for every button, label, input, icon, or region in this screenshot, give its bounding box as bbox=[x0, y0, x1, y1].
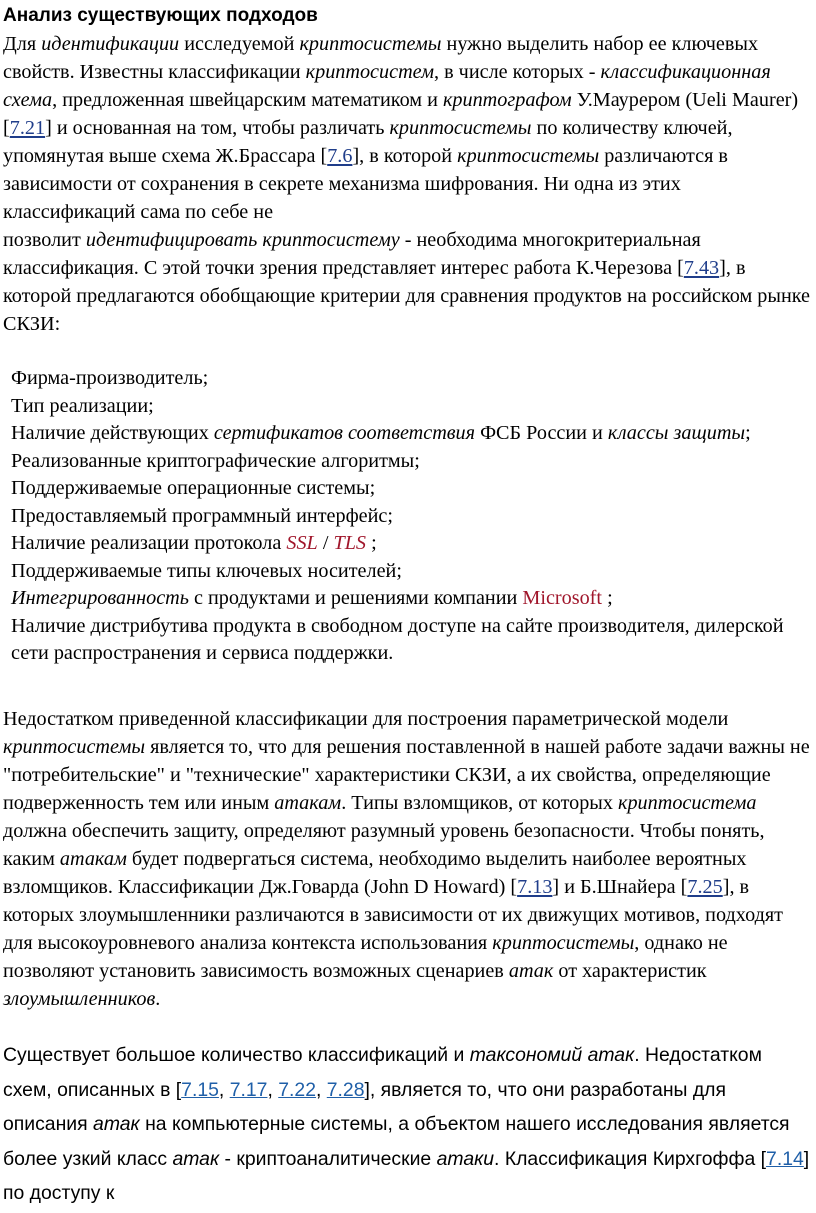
list-item bbox=[11, 613, 811, 668]
text: - криптоаналитические bbox=[219, 1147, 437, 1170]
text: Наличие действующих bbox=[11, 422, 214, 444]
term: сертификатов соответствия bbox=[213, 422, 476, 444]
reference-link-7-28[interactable]: 7.28 bbox=[326, 1078, 365, 1101]
text: различаются в зависимости от сохранения в секрете механизма шифрования. Ни одна из этих классификаций сама по себе не bbox=[3, 145, 728, 223]
section-heading: Анализ существующих подходов bbox=[3, 5, 318, 26]
list-item bbox=[11, 530, 811, 558]
text: Реализованные криптографические алгоритмы; bbox=[11, 449, 420, 472]
term-microsoft: Microsoft bbox=[522, 587, 603, 609]
term: идентификации bbox=[41, 33, 180, 55]
text: должна обеспечить защиту, определяют разумный уровень безопасности. Чтобы понять, bbox=[3, 820, 765, 842]
text: Для bbox=[3, 33, 42, 55]
text: исследуемой bbox=[179, 33, 300, 55]
text: ], является то, что они разработаны для описания bbox=[3, 1078, 726, 1135]
term: классификационная схема bbox=[3, 61, 771, 111]
text: Недостатком приведенной классификации для построения параметрической модели bbox=[3, 708, 729, 730]
term: атакам bbox=[59, 848, 127, 870]
term: таксономий атак bbox=[469, 1044, 635, 1066]
separator: , bbox=[218, 1078, 230, 1101]
text: ] и Б.Шнайера [ bbox=[552, 876, 688, 898]
list-item bbox=[11, 420, 811, 448]
text: Предоставляемый программный интерфейс; bbox=[11, 504, 393, 527]
reference-link-7-6[interactable]: 7.6 bbox=[327, 145, 353, 167]
text: ФСБ России и bbox=[475, 422, 608, 444]
term: атаки bbox=[436, 1147, 495, 1170]
text: Наличие реализации протокола bbox=[11, 532, 287, 554]
term: атак bbox=[172, 1147, 220, 1170]
text: ; bbox=[366, 532, 377, 554]
term: криптосистемы bbox=[492, 932, 635, 954]
reference-link-7-22[interactable]: 7.22 bbox=[278, 1078, 316, 1101]
term: криптосистемы bbox=[299, 33, 442, 55]
list-item bbox=[11, 503, 811, 531]
term-tls: TLS bbox=[333, 532, 367, 554]
term: криптосистемы bbox=[3, 736, 146, 758]
list-item bbox=[11, 393, 811, 421]
text: ] и основанная на том, чтобы различать bbox=[45, 117, 390, 139]
text: по количеству ключей, упомянутая выше схема Ж.Брассара [ bbox=[3, 117, 733, 167]
list-item bbox=[11, 448, 811, 476]
term-ssl: SSL bbox=[286, 532, 318, 554]
separator: , bbox=[267, 1078, 279, 1101]
text: ], в которой предлагаются обобщающие критерии для сравнения продуктов на российском рынке СКЗИ: bbox=[3, 257, 811, 335]
term: криптосистемы bbox=[389, 117, 532, 139]
list-item bbox=[11, 585, 811, 613]
text: Фирма-производитель; bbox=[11, 367, 209, 389]
reference-link-7-17[interactable]: 7.17 bbox=[229, 1078, 268, 1101]
term: атакам bbox=[274, 792, 342, 814]
separator: , bbox=[315, 1078, 327, 1101]
text: ], в которой bbox=[352, 145, 458, 167]
term: криптографом bbox=[442, 89, 572, 111]
text: ; bbox=[602, 587, 613, 609]
text: будет подвергаться система, необходимо выделить наиболее вероятных взломщиков. Классификации Дж.Говарда (John D Howard) [ bbox=[3, 848, 747, 898]
text: является то, что для решения поставленной в нашей работе задачи важны не "потребительские" и "технические" характеристики СКЗИ, а их свойства, определяющие подверженность тем или иным bbox=[3, 736, 810, 814]
term: Интегрированность bbox=[11, 587, 189, 609]
text: Тип реализации; bbox=[11, 394, 154, 417]
text: , однако не позволяют установить зависимость возможных сценариев bbox=[3, 932, 728, 982]
text: на компьютерные системы, а объектом нашего исследования является более узкий класс bbox=[3, 1113, 790, 1170]
list-item bbox=[11, 558, 811, 586]
paragraph-intro bbox=[3, 30, 811, 338]
text: , в числе которых - bbox=[434, 61, 601, 83]
term: злоумышленников bbox=[3, 988, 156, 1010]
reference-link-7-21[interactable]: 7.21 bbox=[9, 117, 46, 139]
text: ] по доступу к bbox=[3, 1147, 810, 1204]
text: Наличие дистрибутива продукта в свободном доступе на сайте производителя, дилерской сети распространения и сервиса поддержки. bbox=[11, 614, 784, 664]
text: ; bbox=[745, 422, 751, 444]
term: атак bbox=[508, 960, 554, 982]
text: с продуктами и решениями компании bbox=[188, 587, 523, 609]
text: каким bbox=[3, 848, 60, 870]
reference-link-7-25[interactable]: 7.25 bbox=[687, 876, 723, 898]
list-item bbox=[11, 475, 811, 503]
text: Поддерживаемые типы ключевых носителей; bbox=[11, 559, 402, 582]
term: атак bbox=[93, 1113, 140, 1135]
text: от характеристик bbox=[553, 960, 707, 982]
term: криптосистемы bbox=[457, 145, 600, 167]
paragraph-taxonomies bbox=[3, 1038, 811, 1211]
term: криптосистем bbox=[305, 61, 434, 83]
criteria-list bbox=[11, 365, 811, 668]
term: криптосистема bbox=[618, 792, 757, 814]
text: . bbox=[155, 988, 161, 1010]
text: У.Маурером (Ueli Maurer) [ bbox=[3, 89, 799, 139]
text: . Типы взломщиков, от которых bbox=[341, 792, 619, 814]
reference-link-7-15[interactable]: 7.15 bbox=[181, 1078, 219, 1101]
reference-link-7-43[interactable]: 7.43 bbox=[683, 257, 720, 279]
reference-link-7-14[interactable]: 7.14 bbox=[766, 1147, 804, 1170]
term: классы защиты bbox=[607, 422, 746, 444]
text: нужно выделить набор ее ключевых свойств. Известны классификации bbox=[3, 33, 759, 83]
paragraph-criticism bbox=[3, 705, 811, 1013]
text: . Классификация Кирхгоффа [ bbox=[494, 1147, 767, 1170]
text: ], в которых злоумышленники различаются в зависимости от их движущих мотивов, подходят для высокоуровневого анализа контекста использования bbox=[3, 876, 783, 954]
text: - необходима многокритериальная классификация. С этой точки зрения представляет интерес работа К.Черезова [ bbox=[3, 229, 701, 279]
text: , предложенная швейцарским математиком и bbox=[52, 89, 443, 111]
text: . Недостатком схем, описанных в [ bbox=[3, 1044, 762, 1101]
list-item bbox=[11, 365, 811, 393]
text: позволит bbox=[3, 229, 86, 251]
text: Поддерживаемые операционные системы; bbox=[11, 477, 376, 499]
text: / bbox=[317, 532, 334, 554]
term: идентифицировать криптосистему bbox=[85, 229, 400, 251]
text: Существует большое количество классификаций и bbox=[3, 1044, 470, 1066]
reference-link-7-13[interactable]: 7.13 bbox=[517, 876, 553, 898]
